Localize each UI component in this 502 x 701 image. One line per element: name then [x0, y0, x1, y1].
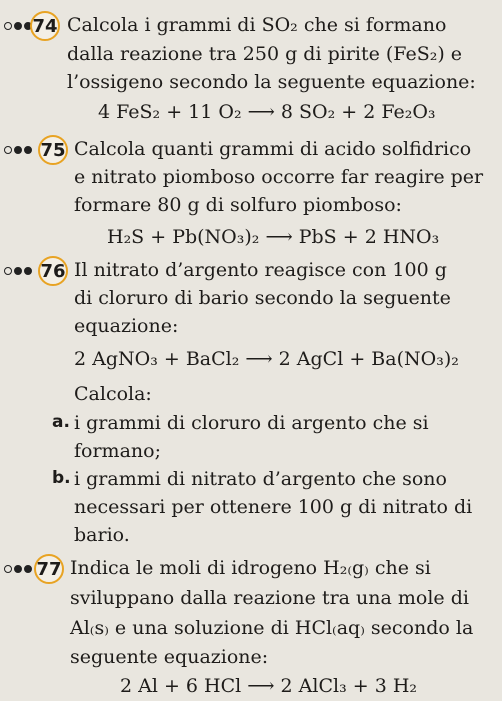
- difficulty-dot-filled-icon: [14, 22, 22, 30]
- exercise-74-equation: 4 FeS₂ + 11 O₂ ⟶ 8 SO₂ + 2 Fe₂O₃: [98, 101, 436, 123]
- difficulty-dot-filled-icon: [24, 146, 32, 154]
- exercise-75-line-3: formare 80 g di solfuro piomboso:: [74, 194, 402, 216]
- item-letter-b: b.: [52, 468, 71, 488]
- difficulty-dots: [4, 564, 38, 574]
- exercise-77-line-4: seguente equazione:: [70, 646, 269, 668]
- difficulty-dot-filled-icon: [14, 267, 22, 275]
- exercise-77-line-2: sviluppano dalla reazione tra una mole di: [70, 587, 469, 609]
- difficulty-dot-empty-icon: [4, 146, 12, 154]
- difficulty-dot-empty-icon: [4, 22, 12, 30]
- exercise-76-b-line-1: i grammi di nitrato d’argento che sono: [74, 468, 447, 490]
- exercise-76-calcola: Calcola:: [74, 383, 152, 405]
- exercise-number-74: 74: [30, 11, 60, 41]
- difficulty-dot-filled-icon: [24, 267, 32, 275]
- exercise-75-line-2: e nitrato piomboso occorre far reagire per: [74, 166, 484, 188]
- difficulty-dot-filled-icon: [24, 565, 32, 573]
- exercise-number-77: 77: [34, 554, 64, 584]
- difficulty-dots: [4, 145, 38, 155]
- exercise-76-line-2: di cloruro di bario secondo la seguente: [74, 287, 451, 309]
- difficulty-dot-filled-icon: [14, 146, 22, 154]
- item-letter-a: a.: [52, 412, 70, 432]
- difficulty-dots: [4, 266, 38, 276]
- exercise-74-line-3: l’ossigeno secondo la seguente equazione:: [67, 71, 476, 93]
- exercise-74-line-1: Calcola i grammi di SO₂ che si formano: [67, 14, 447, 36]
- difficulty-dot-filled-icon: [14, 565, 22, 573]
- exercise-76-b-line-3: bario.: [74, 524, 130, 546]
- exercise-75-line-1: Calcola quanti grammi di acido solfidrico: [74, 138, 472, 160]
- difficulty-dot-empty-icon: [4, 565, 12, 573]
- exercise-number-76: 76: [38, 256, 68, 286]
- exercise-76-equation: 2 AgNO₃ + BaCl₂ ⟶ 2 AgCl + Ba(NO₃)₂: [74, 348, 459, 370]
- exercise-77-line-1: Indica le moli di idrogeno H₂₍g₎ che si: [70, 557, 431, 579]
- exercise-76-a-line-1: i grammi di cloruro di argento che si: [74, 412, 429, 434]
- exercise-76-line-1: Il nitrato d’argento reagisce con 100 g: [74, 259, 447, 281]
- exercise-76-line-3: equazione:: [74, 315, 179, 337]
- exercise-76-b-line-2: necessari per ottenere 100 g di nitrato di: [74, 496, 473, 518]
- exercise-number-75: 75: [38, 135, 68, 165]
- exercise-74-line-2: dalla reazione tra 250 g di pirite (FeS₂) e: [67, 43, 463, 65]
- exercise-75-equation: H₂S + Pb(NO₃)₂ ⟶ PbS + 2 HNO₃: [107, 226, 440, 248]
- exercise-77-equation: 2 Al + 6 HCl ⟶ 2 AlCl₃ + 3 H₂: [120, 675, 418, 697]
- difficulty-dot-empty-icon: [4, 267, 12, 275]
- exercise-76-a-line-2: formano;: [74, 440, 161, 462]
- exercise-77-line-3: Al₍s₎ e una soluzione di HCl₍aq₎ secondo la: [70, 617, 474, 639]
